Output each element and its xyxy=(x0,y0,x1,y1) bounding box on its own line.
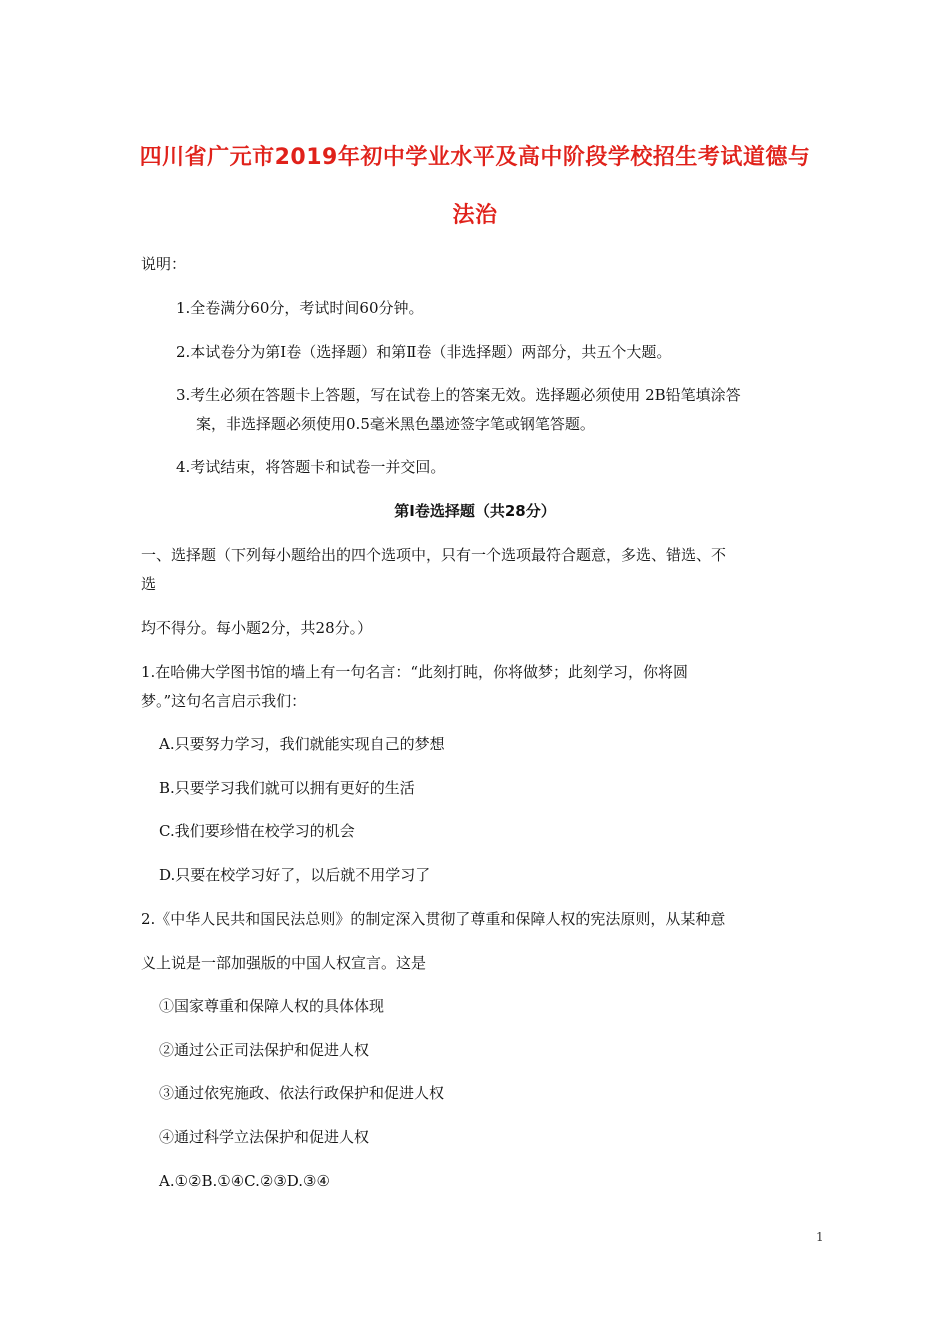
question-2-options: A.①②B.①④C.②③D.③④ xyxy=(159,1172,330,1190)
section-intro-line-3: 均不得分。每小题2分，共28分。） xyxy=(141,619,373,637)
question-1-option-a: A.只要努力学习，我们就能实现自己的梦想 xyxy=(159,735,445,753)
question-2-stem-line-2: 义上说是一部加强版的中国人权宣言。这是 xyxy=(141,954,427,972)
section-heading: 第Ⅰ卷选择题（共28分） xyxy=(394,502,556,520)
question-2-statement-3: ③通过依宪施政、依法行政保护和促进人权 xyxy=(159,1084,445,1102)
instruction-item-2: 2.本试卷分为第Ⅰ卷（选择题）和第Ⅱ卷（非选择题）两部分，共五个大题。 xyxy=(176,343,672,361)
section-intro-line-2: 选 xyxy=(141,575,157,593)
document-title-line-2: 法治 xyxy=(452,203,498,228)
instruction-item-1: 1.全卷满分60分，考试时间60分钟。 xyxy=(176,299,424,317)
question-1-option-d: D.只要在校学习好了，以后就不用学习了 xyxy=(159,866,431,884)
question-2-statement-4: ④通过科学立法保护和促进人权 xyxy=(159,1128,370,1146)
document-title-line-1: 四川省广元市2019年初中学业水平及高中阶段学校招生考试道德与 xyxy=(139,145,811,170)
question-2-stem-line-1: 2.《中华人民共和国民法总则》的制定深入贯彻了尊重和保障人权的宪法原则，从某种意 xyxy=(141,910,726,928)
instruction-item-3-cont: 案，非选择题必须使用0.5毫米黑色墨迹签字笔或钢笔答题。 xyxy=(196,415,595,433)
section-intro-line-1: 一、选择题（下列每小题给出的四个选项中，只有一个选项最符合题意，多选、错选、不 xyxy=(141,546,727,564)
page-number: 1 xyxy=(816,1230,824,1244)
question-2-statement-1: ①国家尊重和保障人权的具体体现 xyxy=(159,997,385,1015)
question-1-stem-line-2: 梦。”这句名言启示我们： xyxy=(141,692,307,710)
instruction-item-4: 4.考试结束，将答题卡和试卷一并交回。 xyxy=(176,458,446,476)
question-1-option-b: B.只要学习我们就可以拥有更好的生活 xyxy=(159,779,415,797)
question-1-option-c: C.我们要珍惜在校学习的机会 xyxy=(159,822,355,840)
question-1-stem-line-1: 1.在哈佛大学图书馆的墙上有一句名言：“此刻打盹，你将做梦；此刻学习，你将圆 xyxy=(141,663,688,681)
question-2-statement-2: ②通过公正司法保护和促进人权 xyxy=(159,1041,370,1059)
instruction-item-3: 3.考生必须在答题卡上答题，写在试卷上的答案无效。选择题必须使用 2B铅笔填涂答 xyxy=(176,386,741,404)
instructions-heading: 说明： xyxy=(141,255,187,273)
